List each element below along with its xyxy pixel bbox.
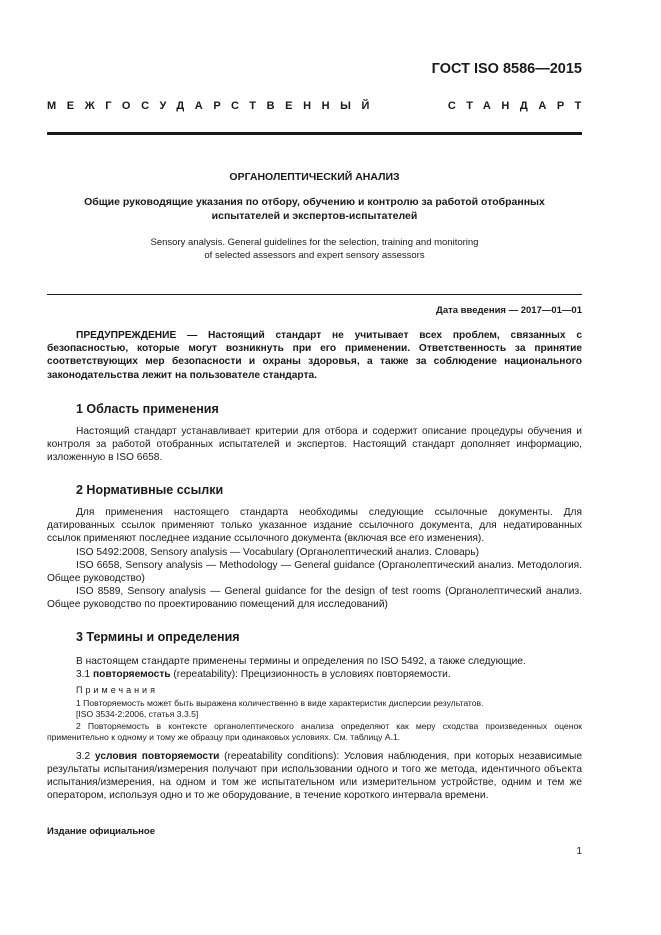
- title-divider: [47, 294, 582, 295]
- term-3-1-definition: (repeatability): Прецизионность в условиях повторяемости.: [170, 669, 451, 681]
- title-en-line1: Sensory analysis. General guidelines for the selection, training and monitoring: [150, 237, 479, 248]
- note-2: 2 Повторяемость в контексте органолептического анализа определяют как меру сходства произведенных оценок применительно к одному и тому же образцу при одинаковых условиях. См. таблицу А.1.: [47, 720, 582, 743]
- section1-body: [47, 425, 582, 465]
- section2-body: [47, 506, 582, 612]
- section2-intro: Для применения настоящего стандарта необходимы следующие ссылочные документы. Для датированных ссылок применяют только указанное издание ссылочного документа, для недатированных ссылок применяют последнее издание ссылочного документа (включая все его изменения).: [47, 507, 582, 545]
- section1-heading: 1 Область применения: [76, 402, 219, 416]
- section3-intro: В настоящем стандарте применены термины и определения по ISO 5492, а также следующие.: [76, 656, 526, 667]
- document-code: ГОСТ ISO 8586—2015: [431, 61, 582, 77]
- notes-label: Примечания: [76, 685, 158, 696]
- official-edition-label: Издание официальное: [47, 826, 155, 837]
- normative-ref-1: ISO 5492:2008, Sensory analysis — Vocabulary (Органолептический анализ. Словарь): [76, 546, 480, 558]
- subtitle-ru-line1: Общие руководящие указания по отбору, обучению и контролю за работой отобранных: [84, 196, 545, 208]
- page-number: 1: [576, 846, 582, 857]
- title-en-line2: of selected assessors and expert sensory assessors: [204, 250, 425, 261]
- term-3-1-number: 3.1: [76, 669, 91, 681]
- normative-ref-3: ISO 8589, Sensory analysis — General guidance for the design of test rooms (Органолептический анализ. Общее руководство по проектированию помещений для исследований): [47, 586, 582, 611]
- term-3-1-term: повторяемость: [93, 669, 171, 681]
- note-1: 1 Повторяемость может быть выражена количественно в виде характеристик дисперсии результатов.: [76, 697, 484, 708]
- section1-text: Настоящий стандарт устанавливает критерии для отбора и содержит описание процедуры обучения и контроля за работой отобранных испытателей и экспертов. Настоящий стандарт дополняет информацию, изложенную в ISO 6658.: [47, 426, 582, 464]
- title-en: [47, 236, 582, 262]
- title-ru: ОРГАНОЛЕПТИЧЕСКИЙ АНАЛИЗ: [229, 171, 400, 183]
- term-3-2: [47, 750, 582, 803]
- section2-heading: 2 Нормативные ссылки: [76, 483, 224, 497]
- section3-body: [47, 655, 582, 802]
- term-3-1: [47, 668, 582, 681]
- subtitle-ru: [47, 196, 582, 223]
- section3-heading: 3 Термины и определения: [76, 630, 240, 644]
- normative-ref-2: ISO 6658, Sensory analysis — Methodology — General guidance (Органолептический анализ. Методология. Общее руководство): [47, 559, 582, 585]
- warning-paragraph: [47, 329, 582, 382]
- top-divider: [47, 132, 582, 135]
- introduction-date: Дата введения — 2017—01—01: [436, 305, 582, 316]
- standard-type-word2: СТАНДАРТ: [447, 100, 592, 112]
- standard-type-word1: МЕЖГОСУДАРСТВЕННЫЙ: [47, 100, 381, 112]
- term-3-2-definition: (repeatability conditions): Условия наблюдения, при которых независимые результаты испытания/измерения получают при использовании одного и того же метода, идентичного объекта испытания/измерения, на одном и том же испытательном или измерительном устройстве, одним и тем же оператором, используя одно и то же оборудование, в течение короткого интервала времени.: [47, 750, 582, 802]
- term-3-2-number: 3.2: [76, 750, 91, 762]
- term-3-2-term: условия повторяемости: [94, 750, 220, 762]
- subtitle-ru-line2: испытателей и экспертов-испытателей: [211, 209, 418, 222]
- note-1-source: [ISO 3534-2:2006, статья 3.3.5]: [76, 709, 199, 720]
- warning-text: ПРЕДУПРЕЖДЕНИЕ — Настоящий стандарт не учитывает всех проблем, связанных с безопасностью, которые могут возникнуть при его применении. Ответственность за принятие соответствующих мер безопасности и охраны здоровья, а также за соблюдение национального законодательства лежит на пользователе стандарта.: [47, 330, 582, 381]
